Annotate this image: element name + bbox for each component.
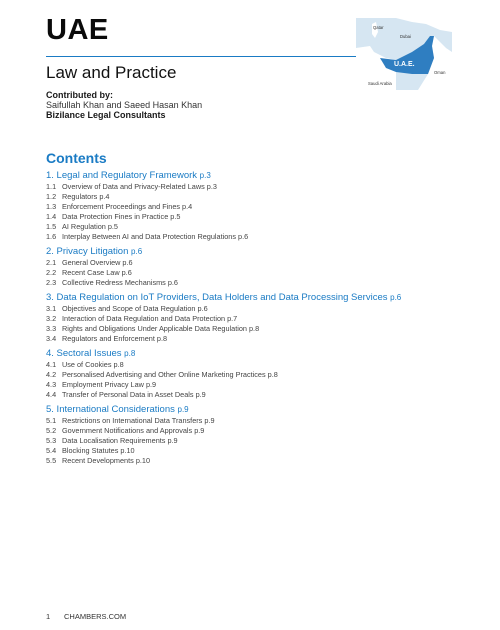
toc-item-number: 4.3 <box>46 380 57 389</box>
toc-item-text: Recent Developments p.10 <box>62 456 151 465</box>
toc-item[interactable] <box>46 380 466 390</box>
toc-item-text: Blocking Statutes p.10 <box>62 446 135 455</box>
toc-item-number: 5.5 <box>46 456 57 465</box>
toc-section-page: p.6 <box>131 247 143 256</box>
toc-item-number: 3.2 <box>46 314 57 323</box>
toc-section-title-text: 2. Privacy Litigation <box>46 246 129 257</box>
toc-item-text: Data Localisation Requirements p.9 <box>62 436 178 445</box>
toc-item[interactable] <box>46 436 466 446</box>
toc-item-text: Transfer of Personal Data in Asset Deals p.9 <box>62 390 206 399</box>
toc-item[interactable] <box>46 202 466 212</box>
toc-item-number: 5.1 <box>46 416 57 425</box>
footer-page-number: 1 <box>46 612 51 621</box>
toc-item-text: Regulators p.4 <box>62 192 110 201</box>
toc-item-number: 4.4 <box>46 390 57 399</box>
toc-section <box>46 246 466 288</box>
toc-section-page: p.9 <box>177 405 189 414</box>
toc-item-text: Government Notifications and Approvals p.9 <box>62 426 205 435</box>
toc-item-text: Recent Case Law p.6 <box>62 268 132 277</box>
toc-section-title-text: 5. International Considerations <box>46 404 175 415</box>
toc-section <box>46 404 466 466</box>
toc-item-number: 3.4 <box>46 334 57 343</box>
toc-section-title[interactable] <box>46 170 466 182</box>
toc-item-number: 2.2 <box>46 268 57 277</box>
toc-item-text: Employment Privacy Law p.9 <box>62 380 157 389</box>
toc-item[interactable] <box>46 456 466 466</box>
toc-item[interactable] <box>46 360 466 370</box>
toc-item-text: Use of Cookies p.8 <box>62 360 124 369</box>
toc-item-text: Interplay Between AI and Data Protection Regulations p.6 <box>62 232 249 241</box>
footer-site: CHAMBERS.COM <box>64 612 127 621</box>
toc-item-text: Objectives and Scope of Data Regulation p.6 <box>62 304 208 313</box>
toc-item[interactable] <box>46 416 466 426</box>
toc-section-title[interactable] <box>46 348 466 360</box>
map-label-dubai: Dubai <box>400 34 411 39</box>
toc-item-text: Collective Redress Mechanisms p.6 <box>62 278 178 287</box>
toc-item[interactable] <box>46 182 466 192</box>
toc-item[interactable] <box>46 192 466 202</box>
toc-item-text: Data Protection Fines in Practice p.5 <box>62 212 181 221</box>
toc-item-text: General Overview p.6 <box>62 258 133 267</box>
toc-item-number: 5.4 <box>46 446 57 455</box>
toc-section-title-text: 4. Sectoral Issues <box>46 348 122 359</box>
map-label-oman: Oman <box>434 70 446 75</box>
toc-item-number: 1.4 <box>46 212 57 221</box>
table-of-contents <box>46 170 466 470</box>
toc-section-title-text: 1. Legal and Regulatory Framework <box>46 170 198 181</box>
toc-section <box>46 348 466 400</box>
toc-item-text: Overview of Data and Privacy-Related Laws p.3 <box>62 182 217 191</box>
toc-item-number: 2.1 <box>46 258 57 267</box>
toc-section-title[interactable] <box>46 292 466 304</box>
toc-item-number: 1.2 <box>46 192 57 201</box>
toc-item[interactable] <box>46 446 466 456</box>
toc-item-number: 1.6 <box>46 232 57 241</box>
toc-item-number: 4.1 <box>46 360 57 369</box>
toc-item-text: Enforcement Proceedings and Fines p.4 <box>62 202 193 211</box>
toc-item-text: AI Regulation p.5 <box>62 222 118 231</box>
toc-item[interactable] <box>46 314 466 324</box>
toc-item[interactable] <box>46 212 466 222</box>
country-title: UAE <box>46 14 109 46</box>
map-label-qatar: Qatar <box>373 25 384 30</box>
toc-section-page: p.3 <box>199 171 211 180</box>
toc-item-text: Regulators and Enforcement p.8 <box>62 334 168 343</box>
toc-section-page: p.8 <box>124 349 136 358</box>
toc-section-title[interactable] <box>46 246 466 258</box>
toc-item[interactable] <box>46 390 466 400</box>
toc-item[interactable] <box>46 258 466 268</box>
toc-item-number: 5.3 <box>46 436 57 445</box>
toc-section-title-text: 3. Data Regulation on IoT Providers, Data Holders and Data Processing Services <box>46 292 388 303</box>
toc-item[interactable] <box>46 304 466 314</box>
toc-item[interactable] <box>46 334 466 344</box>
toc-section-page: p.6 <box>390 293 402 302</box>
map-label-uae: U.A.E. <box>394 61 415 68</box>
title-rule <box>46 56 356 57</box>
toc-item-number: 2.3 <box>46 278 57 287</box>
toc-item-number: 1.3 <box>46 202 57 211</box>
toc-item[interactable] <box>46 268 466 278</box>
toc-item-number: 5.2 <box>46 426 57 435</box>
toc-item-number: 4.2 <box>46 370 57 379</box>
toc-item-number: 3.1 <box>46 304 57 313</box>
document-subtitle: Law and Practice <box>46 63 177 82</box>
toc-section <box>46 170 466 242</box>
authors: Saifullah Khan and Saeed Hasan Khan <box>46 100 203 110</box>
toc-item-text: Interaction of Data Regulation and Data Protection p.7 <box>62 314 238 323</box>
toc-item-number: 3.3 <box>46 324 57 333</box>
toc-item[interactable] <box>46 222 466 232</box>
toc-item-text: Personalised Advertising and Other Online Marketing Practices p.8 <box>62 370 278 379</box>
toc-item-text: Rights and Obligations Under Applicable Data Regulation p.8 <box>62 324 260 333</box>
map-label-saudi: Saudi Arabia <box>368 81 392 86</box>
toc-item[interactable] <box>46 324 466 334</box>
toc-section <box>46 292 466 344</box>
firm-name: Bizilance Legal Consultants <box>46 110 166 120</box>
contributed-by-label: Contributed by: <box>46 90 113 100</box>
toc-item-number: 1.1 <box>46 182 57 191</box>
toc-item[interactable] <box>46 370 466 380</box>
toc-item-text: Restrictions on International Data Transfers p.9 <box>62 416 215 425</box>
toc-item[interactable] <box>46 232 466 242</box>
uae-map <box>356 18 452 90</box>
toc-item[interactable] <box>46 278 466 288</box>
toc-section-title[interactable] <box>46 404 466 416</box>
page-footer <box>46 612 126 621</box>
toc-item-number: 1.5 <box>46 222 57 231</box>
contents-heading: Contents <box>46 150 107 166</box>
toc-item[interactable] <box>46 426 466 436</box>
